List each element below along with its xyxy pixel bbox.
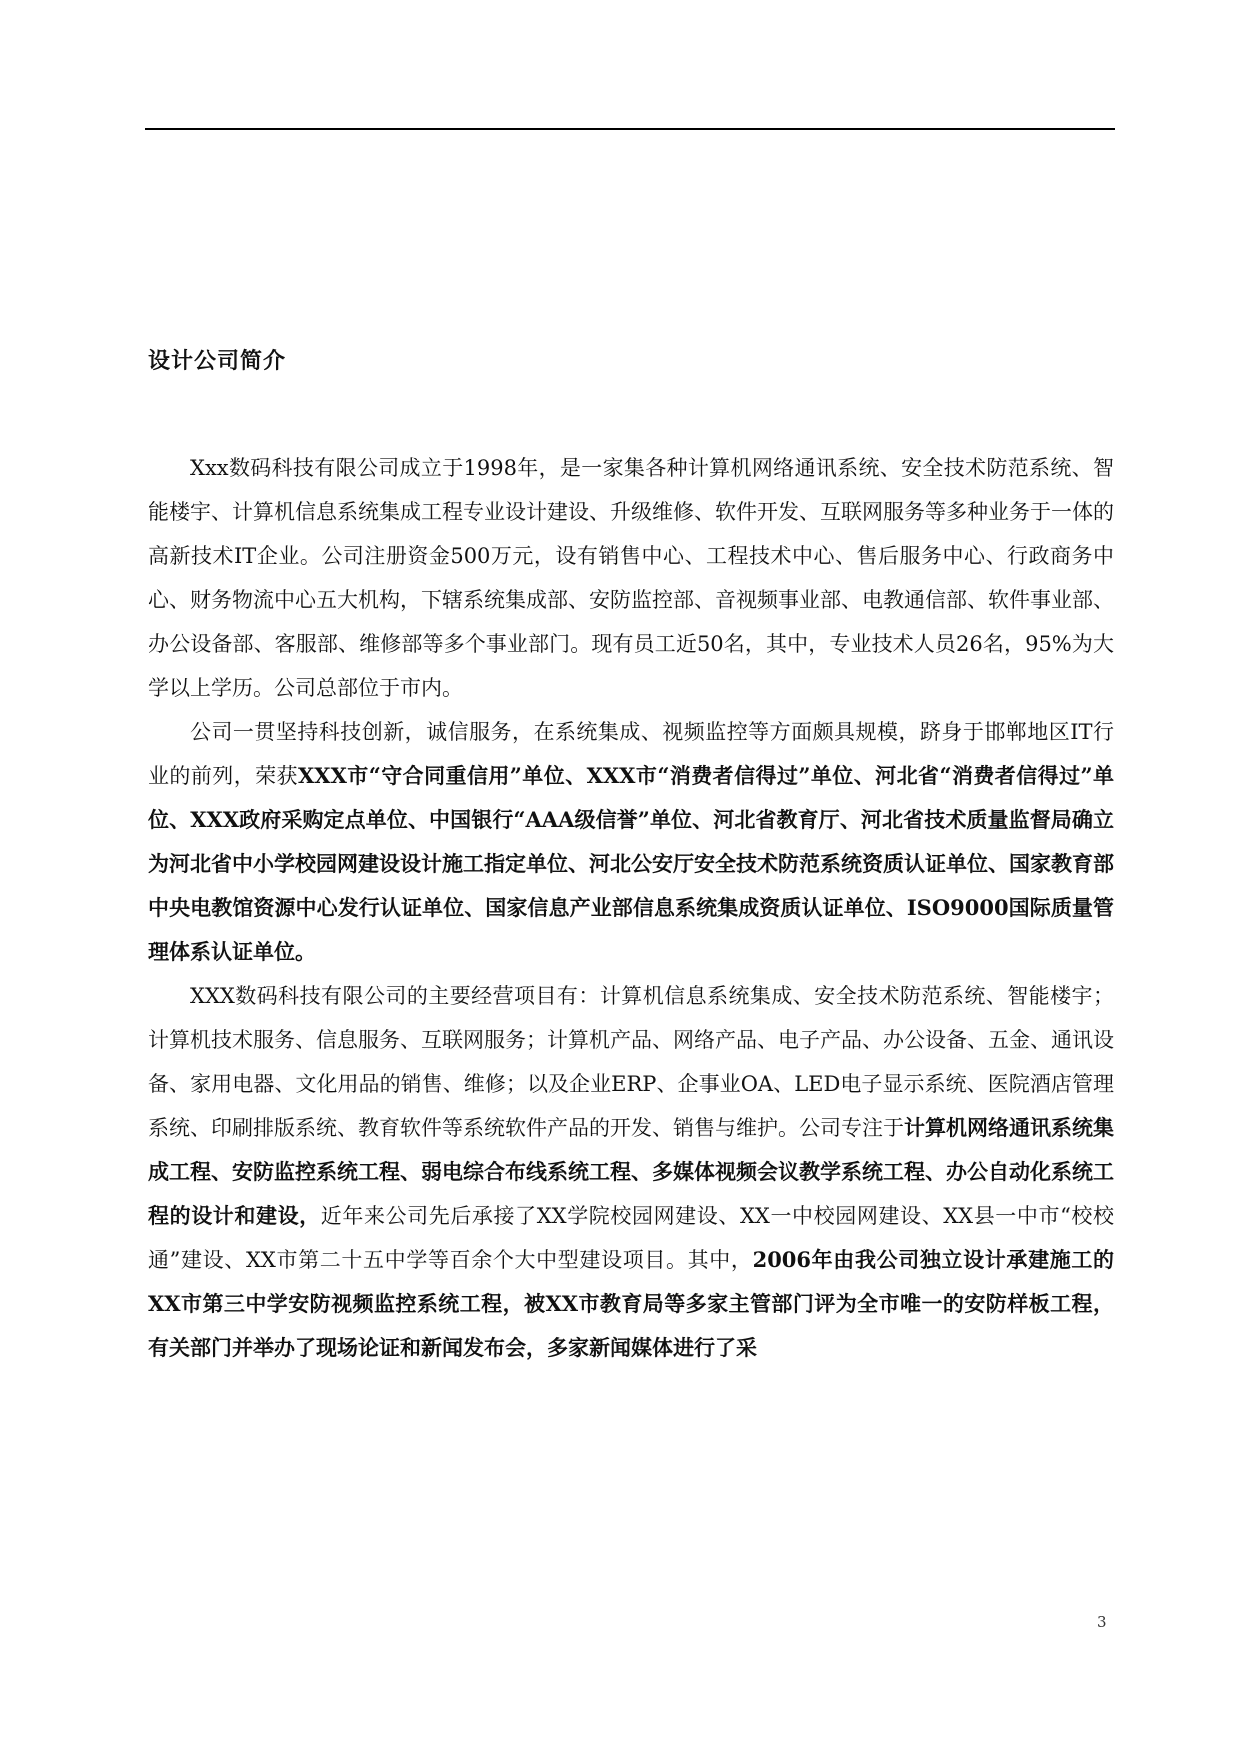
honors-list-text: XXX市“守合同重信用”单位、XXX市“消费者信得过”单位、河北省“消费者信得过”单位、XXX政府采购定点单位、中国银行“AAA级信誉”单位、河北省教育厅、河北省技术质量监督局确立为河北省中小学校园网建设设计施工指定单位、河北公安厅安全技术防范系统资质认证单位、国家教育部中央电教馆资源中心发行认证单位、国家信息产业部信息系统集成资质认证单位、ISO9000国际质量管理体系认证单位。	[148, 763, 1115, 964]
paragraph-business-scope	[148, 974, 1114, 1370]
projects-text: 近年来公司先后承接了XX学院校园网建设、XX一中校园网建设、XX县一中市“校校通”建设、XX市第二十五中学等百余个大中型建设项目。其中，	[148, 1204, 1115, 1272]
specialties-text: 计算机网络通讯系统集成工程、安防监控系统工程、弱电综合布线系统工程、多媒体视频会议教学系统工程、办公自动化系统工程的设计和建设，	[148, 1115, 1114, 1228]
honors-intro-text: 公司一贯坚持科技创新，诚信服务，在系统集成、视频监控等方面颇具规模，跻身于邯郸地区IT行业的前列，荣获	[148, 720, 1114, 788]
model-project-text: 2006年由我公司独立设计承建施工的XX市第三中学安防视频监控系统工程，被XX市教育局等多家主管部门评为全市唯一的安防样板工程，有关部门并举办了现场论证和新闻发布会，多家新闻媒体进行了采	[148, 1247, 1114, 1360]
header-rule	[145, 128, 1115, 130]
section-title: 设计公司简介	[148, 348, 287, 374]
paragraph-honors	[148, 710, 1114, 974]
body-text	[148, 446, 1114, 1370]
paragraph-company-overview	[148, 446, 1114, 710]
page-number: 3	[1097, 1613, 1107, 1631]
business-scope-text: XXX数码科技有限公司的主要经营项目有：计算机信息系统集成、安全技术防范系统、智能楼宇；计算机技术服务、信息服务、互联网服务；计算机产品、网络产品、电子产品、办公设备、五金、通讯设备、家用电器、文化用品的销售、维修；以及企业ERP、企事业OA、LED电子显示系统、医院酒店管理系统、印刷排版系统、教育软件等系统软件产品的开发、销售与维护。公司专注于	[148, 984, 1114, 1140]
overview-text: Xxx数码科技有限公司成立于1998年，是一家集各种计算机网络通讯系统、安全技术防范系统、智能楼宇、计算机信息系统集成工程专业设计建设、升级维修、软件开发、互联网服务等多种业务于一体的高新技术IT企业。公司注册资金500万元，设有销售中心、工程技术中心、售后服务中心、行政商务中心、财务物流中心五大机构，下辖系统集成部、安防监控部、音视频事业部、电教通信部、软件事业部、办公设备部、客服部、维修部等多个事业部门。现有员工近50名，其中，专业技术人员26名，95%为大学以上学历。公司总部位于市内。	[148, 456, 1114, 700]
